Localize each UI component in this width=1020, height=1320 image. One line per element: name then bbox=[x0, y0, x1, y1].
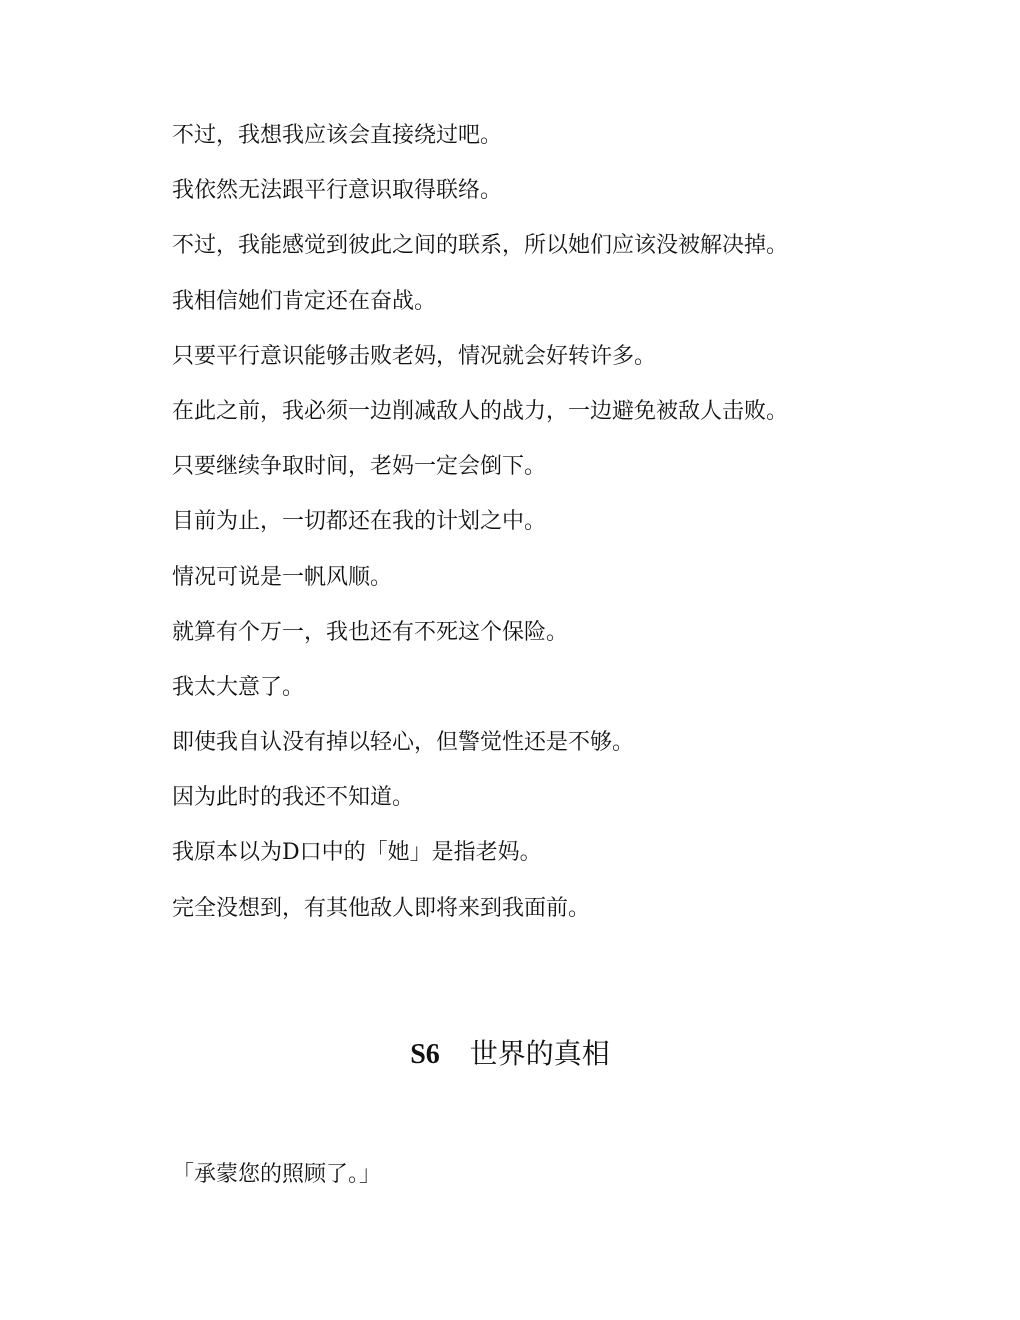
paragraph: 只要继续争取时间，老妈一定会倒下。 bbox=[172, 454, 547, 480]
paragraph: 我相信她们肯定还在奋战。 bbox=[172, 288, 437, 314]
paragraph: 不过，我想我应该会直接绕过吧。 bbox=[172, 123, 503, 148]
paragraph: 我太大意了。 bbox=[172, 674, 305, 700]
paragraph: 我依然无法跟平行意识取得联络。 bbox=[172, 178, 503, 204]
paragraph: 我原本以为D口中的「她」是指老妈。 bbox=[172, 840, 542, 866]
paragraph: 因为此时的我还不知道。 bbox=[172, 785, 415, 811]
paragraph: 在此之前，我必须一边削减敌人的战力，一边避免被敌人击败。 bbox=[172, 398, 789, 424]
paragraph: 只要平行意识能够击败老妈，情况就会好转许多。 bbox=[172, 343, 657, 369]
chapter-heading bbox=[0, 1030, 1020, 1079]
paragraph: 即使我自认没有掉以轻心，但警觉性还是不够。 bbox=[172, 730, 635, 756]
paragraph: 目前为止，一切都还在我的计划之中。 bbox=[172, 509, 547, 535]
chapter-body-text bbox=[172, 1155, 932, 1210]
paragraph: 不过，我能感觉到彼此之间的联系，所以她们应该没被解决掉。 bbox=[172, 233, 789, 259]
body-text bbox=[172, 116, 932, 944]
chapter-code: S6 bbox=[410, 1039, 440, 1070]
paragraph: 完全没想到，有其他敌人即将来到我面前。 bbox=[172, 895, 591, 921]
paragraph: 就算有个万一，我也还有不死这个保险。 bbox=[172, 619, 569, 645]
paragraph: 情况可说是一帆风顺。 bbox=[172, 564, 393, 590]
chapter-title: 世界的真相 bbox=[469, 1037, 610, 1070]
paragraph: 「承蒙您的照顾了。」 bbox=[172, 1162, 382, 1187]
